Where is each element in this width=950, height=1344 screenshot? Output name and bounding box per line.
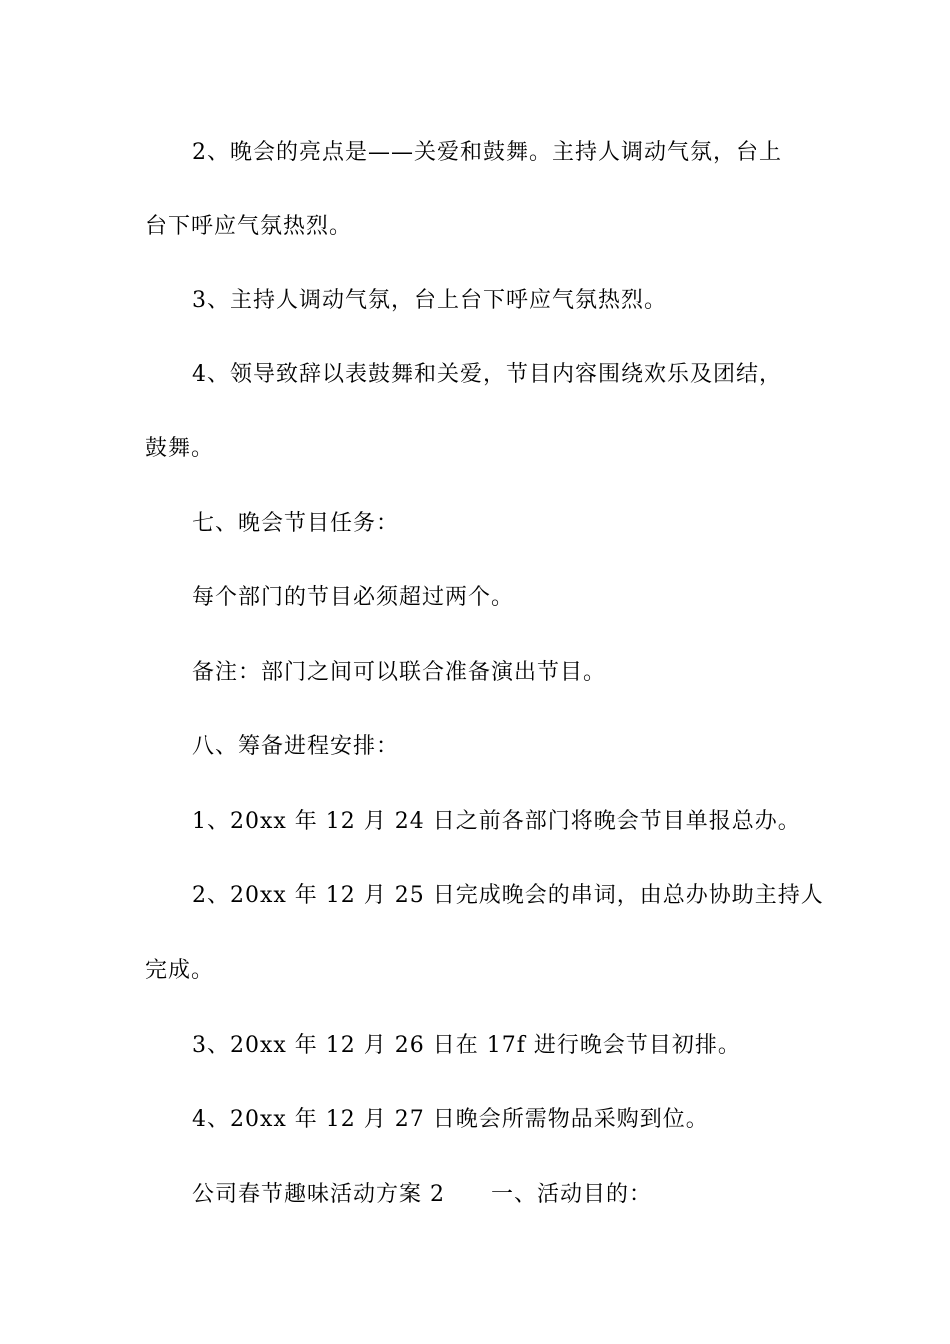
paragraph-line: 台下呼应气氛热烈。 [145, 214, 353, 239]
paragraph-line: 2、20xx 年 12 月 25 日完成晚会的串词，由总办协助主持人 [192, 883, 824, 908]
section-heading: 七、晚会节目任务： [192, 511, 400, 536]
paragraph-line: 2、晚会的亮点是——关爱和鼓舞。主持人调动气氛，台上 [192, 140, 782, 165]
paragraph-line: 3、主持人调动气氛，台上台下呼应气氛热烈。 [192, 288, 667, 313]
paragraph-line: 4、领导致辞以表鼓舞和关爱，节目内容围绕欢乐及团结， [192, 362, 782, 387]
paragraph-line: 备注：部门之间可以联合准备演出节目。 [192, 660, 607, 685]
section-heading: 公司春节趣味活动方案 2 一、活动目的： [192, 1182, 652, 1207]
paragraph-line: 3、20xx 年 12 月 26 日在 17f 进行晚会节目初排。 [192, 1033, 741, 1058]
paragraph-line: 完成。 [145, 958, 215, 983]
paragraph-line: 4、20xx 年 12 月 27 日晚会所需物品采购到位。 [192, 1107, 709, 1132]
section-heading: 八、筹备进程安排： [192, 734, 400, 759]
paragraph-line: 1、20xx 年 12 月 24 日之前各部门将晚会节目单报总办。 [192, 809, 801, 834]
paragraph-line: 每个部门的节目必须超过两个。 [192, 585, 515, 610]
paragraph-line: 鼓舞。 [145, 436, 215, 461]
